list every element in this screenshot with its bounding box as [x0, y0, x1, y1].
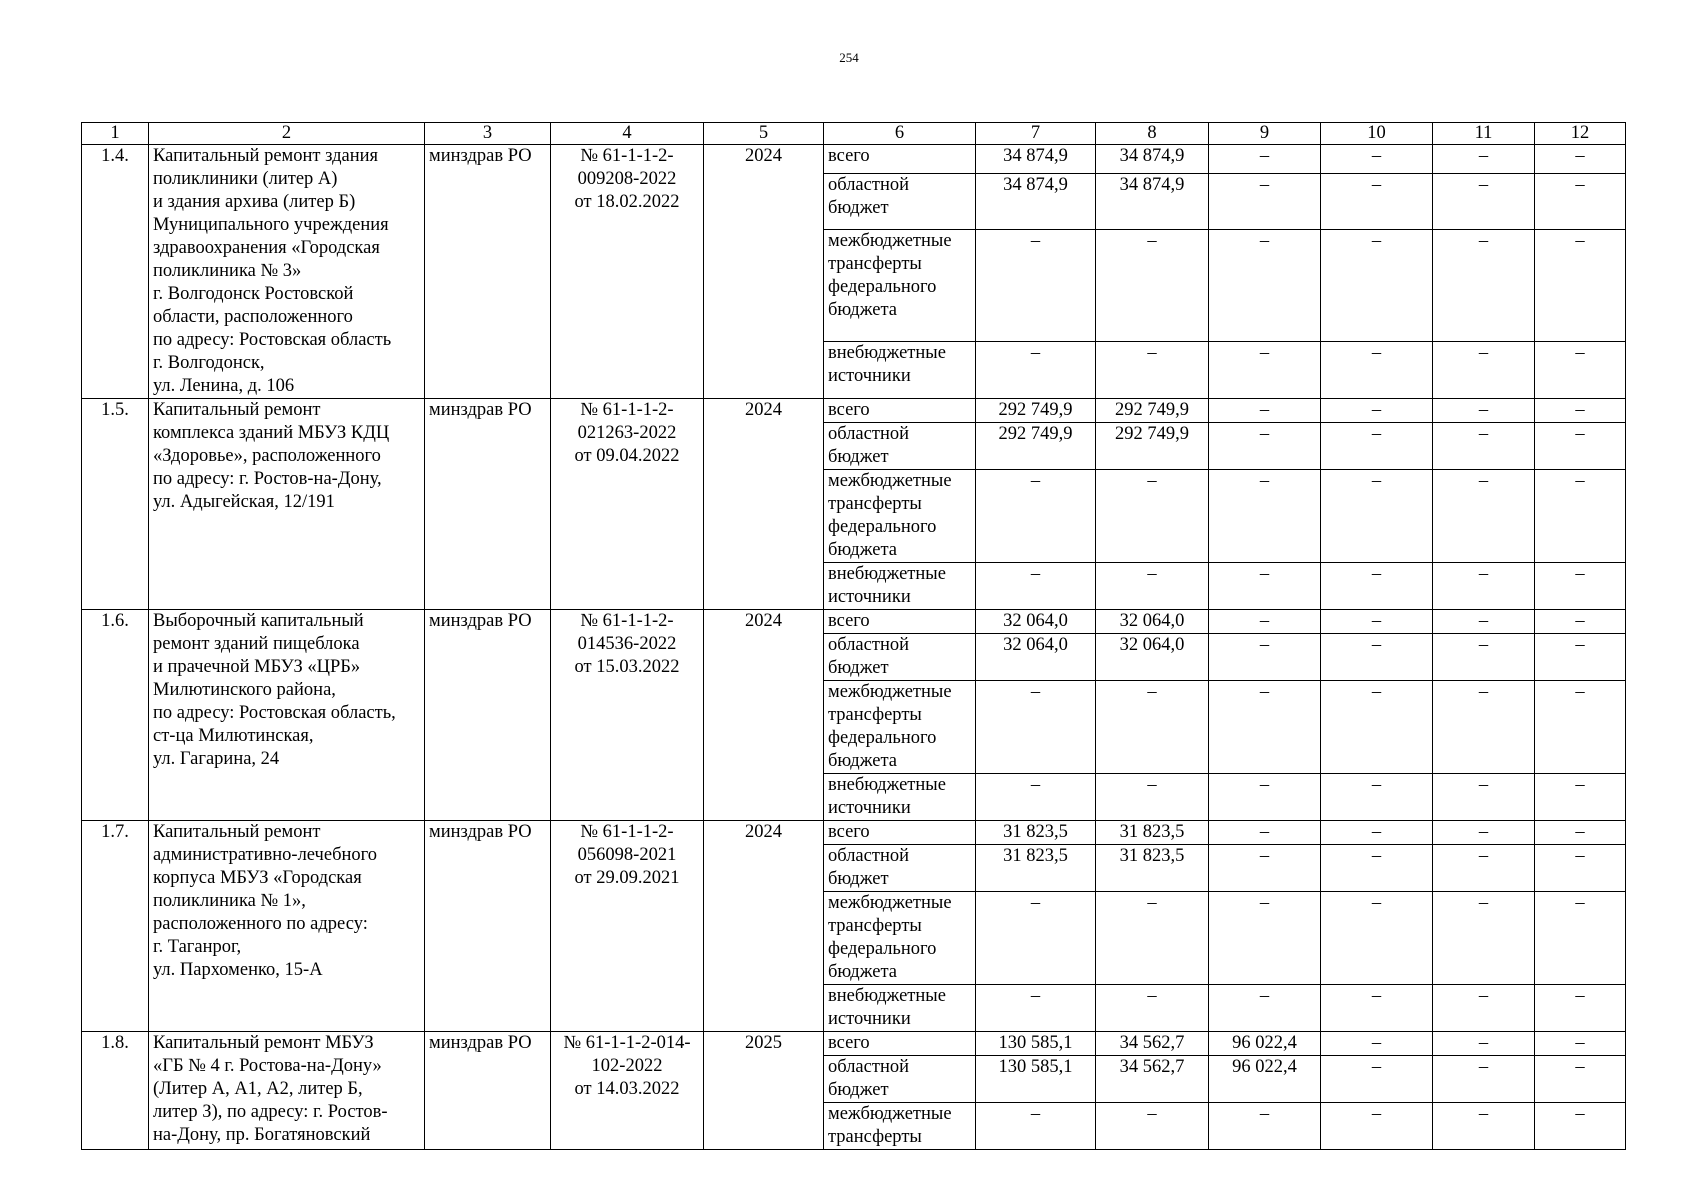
amount-cell: – [1096, 1103, 1209, 1150]
funding-source: областной бюджет [824, 634, 976, 681]
amount-cell: – [1535, 610, 1626, 634]
column-header-1: 1 [82, 123, 149, 145]
amount-cell: – [1321, 342, 1433, 399]
amount-cell: – [1535, 399, 1626, 423]
customer: минздрав РО [425, 821, 551, 1032]
column-header-6: 6 [824, 123, 976, 145]
table-header [82, 123, 1626, 145]
amount-cell: – [1433, 1056, 1535, 1103]
amount-cell: 32 064,0 [976, 610, 1096, 634]
item-number: 1.6. [82, 610, 149, 821]
amount-cell: – [1321, 173, 1433, 230]
amount-cell: 34 874,9 [976, 173, 1096, 230]
funding-source: всего [824, 145, 976, 174]
amount-cell: – [1433, 821, 1535, 845]
amount-cell: – [1433, 681, 1535, 774]
funding-source: внебюджетные источники [824, 563, 976, 610]
amount-cell: – [976, 985, 1096, 1032]
completion-year: 2024 [704, 145, 824, 399]
amount-cell: – [1321, 892, 1433, 985]
amount-cell: 34 562,7 [1096, 1032, 1209, 1056]
table-row [82, 145, 1626, 174]
object-name: Капитальный ремонт МБУЗ «ГБ № 4 г. Ростова-на-Дону» (Литер А, А1, А2, литер Б, литер З), по адресу: г. Ростов- на-Дону, пр. Богатяновский [149, 1032, 425, 1150]
amount-cell: – [1433, 563, 1535, 610]
amount-cell: 32 064,0 [1096, 610, 1209, 634]
amount-cell: – [1433, 173, 1535, 230]
amount-cell: – [1535, 342, 1626, 399]
funding-source: межбюджетные трансферты федерального бюджета [824, 681, 976, 774]
amount-cell: – [1096, 563, 1209, 610]
amount-cell: – [1535, 145, 1626, 174]
completion-year: 2024 [704, 821, 824, 1032]
amount-cell: – [1433, 1032, 1535, 1056]
amount-cell: 130 585,1 [976, 1032, 1096, 1056]
funding-source: всего [824, 1032, 976, 1056]
amount-cell: 31 823,5 [1096, 845, 1209, 892]
amount-cell: – [1535, 1103, 1626, 1150]
amount-cell: – [1209, 821, 1321, 845]
amount-cell: – [1209, 845, 1321, 892]
funding-source: внебюджетные источники [824, 985, 976, 1032]
customer: минздрав РО [425, 610, 551, 821]
amount-cell: – [1433, 230, 1535, 342]
amount-cell: – [1535, 1032, 1626, 1056]
amount-cell: – [1321, 845, 1433, 892]
item-number: 1.8. [82, 1032, 149, 1150]
amount-cell: – [1433, 342, 1535, 399]
amount-cell: – [1209, 173, 1321, 230]
object-name: Выборочный капитальный ремонт зданий пищеблока и прачечной МБУЗ «ЦРБ» Милютинского района, по адресу: Ростовская область, ст-ца Милютинская, ул. Гагарина, 24 [149, 610, 425, 821]
page-number: 254 [839, 50, 859, 65]
column-header-5: 5 [704, 123, 824, 145]
amount-cell: – [976, 563, 1096, 610]
amount-cell: – [1535, 634, 1626, 681]
amount-cell: – [1535, 1056, 1626, 1103]
funding-source: всего [824, 610, 976, 634]
amount-cell: – [1535, 173, 1626, 230]
amount-cell: 34 874,9 [976, 145, 1096, 174]
amount-cell: – [1321, 821, 1433, 845]
column-header-7: 7 [976, 123, 1096, 145]
amount-cell: – [1433, 470, 1535, 563]
amount-cell: – [1535, 470, 1626, 563]
amount-cell: 31 823,5 [976, 845, 1096, 892]
column-header-10: 10 [1321, 123, 1433, 145]
amount-cell: 31 823,5 [976, 821, 1096, 845]
completion-year: 2024 [704, 399, 824, 610]
amount-cell: – [1535, 845, 1626, 892]
column-header-11: 11 [1433, 123, 1535, 145]
amount-cell: – [1096, 985, 1209, 1032]
item-number: 1.7. [82, 821, 149, 1032]
amount-cell: – [1535, 423, 1626, 470]
amount-cell: – [1209, 1103, 1321, 1150]
amount-cell: – [1535, 774, 1626, 821]
column-header-8: 8 [1096, 123, 1209, 145]
amount-cell: – [976, 774, 1096, 821]
amount-cell: 292 749,9 [1096, 399, 1209, 423]
column-header-2: 2 [149, 123, 425, 145]
completion-year: 2025 [704, 1032, 824, 1150]
amount-cell: – [976, 230, 1096, 342]
amount-cell: 292 749,9 [976, 399, 1096, 423]
amount-cell: – [1433, 423, 1535, 470]
table-row [82, 1032, 1626, 1056]
amount-cell: – [976, 470, 1096, 563]
amount-cell: – [1321, 399, 1433, 423]
expertise-number: № 61-1-1-2- 014536-2022 от 15.03.2022 [551, 610, 704, 821]
amount-cell: – [976, 681, 1096, 774]
amount-cell: – [1433, 145, 1535, 174]
amount-cell: – [1321, 563, 1433, 610]
amount-cell: – [1209, 610, 1321, 634]
amount-cell: – [1321, 985, 1433, 1032]
amount-cell: – [1209, 681, 1321, 774]
amount-cell: – [1433, 634, 1535, 681]
customer: минздрав РО [425, 145, 551, 399]
amount-cell: – [1433, 399, 1535, 423]
amount-cell: – [1096, 342, 1209, 399]
amount-cell: – [1321, 610, 1433, 634]
funding-source: межбюджетные трансферты федерального бюджета [824, 892, 976, 985]
amount-cell: – [1535, 985, 1626, 1032]
amount-cell: – [1209, 563, 1321, 610]
column-header-3: 3 [425, 123, 551, 145]
customer: минздрав РО [425, 1032, 551, 1150]
amount-cell: – [1209, 774, 1321, 821]
amount-cell: – [1433, 892, 1535, 985]
amount-cell: – [1209, 423, 1321, 470]
amount-cell: – [1321, 1032, 1433, 1056]
amount-cell: – [1321, 1056, 1433, 1103]
funding-source: всего [824, 399, 976, 423]
amount-cell: 292 749,9 [976, 423, 1096, 470]
amount-cell: 34 562,7 [1096, 1056, 1209, 1103]
amount-cell: – [976, 1103, 1096, 1150]
funding-source: областной бюджет [824, 1056, 976, 1103]
amount-cell: 34 874,9 [1096, 173, 1209, 230]
expertise-number: № 61-1-1-2- 009208-2022 от 18.02.2022 [551, 145, 704, 399]
amount-cell: – [1433, 610, 1535, 634]
object-name: Капитальный ремонт административно-лечебного корпуса МБУЗ «Городская поликлиника № 1», расположенного по адресу: г. Таганрог, ул. Пархоменко, 15-А [149, 821, 425, 1032]
amount-cell: 32 064,0 [976, 634, 1096, 681]
funding-source: областной бюджет [824, 173, 976, 230]
budget-table [81, 122, 1626, 1150]
amount-cell: – [1209, 892, 1321, 985]
amount-cell: – [1535, 681, 1626, 774]
amount-cell: 292 749,9 [1096, 423, 1209, 470]
amount-cell: 96 022,4 [1209, 1032, 1321, 1056]
expertise-number: № 61-1-1-2-014- 102-2022 от 14.03.2022 [551, 1032, 704, 1150]
table-row [82, 399, 1626, 423]
object-name: Капитальный ремонт комплекса зданий МБУЗ КДЦ «Здоровье», расположенного по адресу: г. Ростов-на-Дону, ул. Адыгейская, 12/191 [149, 399, 425, 610]
object-name: Капитальный ремонт здания поликлиники (литер А) и здания архива (литер Б) Муниципального учреждения здравоохранения «Городская поликлиника № 3» г. Волгодонск Ростовской области, расположенного по адресу: Ростовская область г. Волгодонск, ул. Ленина, д. 106 [149, 145, 425, 399]
amount-cell: 34 874,9 [1096, 145, 1209, 174]
amount-cell: – [1321, 470, 1433, 563]
amount-cell: – [1321, 681, 1433, 774]
amount-cell: – [1321, 1103, 1433, 1150]
customer: минздрав РО [425, 399, 551, 610]
column-header-12: 12 [1535, 123, 1626, 145]
amount-cell: – [1321, 423, 1433, 470]
funding-source: областной бюджет [824, 423, 976, 470]
amount-cell: – [976, 342, 1096, 399]
amount-cell: – [1433, 1103, 1535, 1150]
table-body [82, 145, 1626, 1150]
amount-cell: – [1433, 845, 1535, 892]
amount-cell: 130 585,1 [976, 1056, 1096, 1103]
funding-source: внебюджетные источники [824, 774, 976, 821]
amount-cell: – [1096, 230, 1209, 342]
amount-cell: – [1096, 470, 1209, 563]
amount-cell: – [1535, 230, 1626, 342]
funding-source: областной бюджет [824, 845, 976, 892]
amount-cell: 31 823,5 [1096, 821, 1209, 845]
amount-cell: – [1209, 470, 1321, 563]
amount-cell: – [1209, 399, 1321, 423]
funding-source: внебюджетные источники [824, 342, 976, 399]
amount-cell: – [1321, 774, 1433, 821]
completion-year: 2024 [704, 610, 824, 821]
amount-cell: – [1209, 230, 1321, 342]
amount-cell: – [1096, 892, 1209, 985]
funding-source: межбюджетные трансферты федерального бюджета [824, 230, 976, 342]
amount-cell: – [1535, 892, 1626, 985]
amount-cell: – [1433, 774, 1535, 821]
amount-cell: – [1433, 985, 1535, 1032]
amount-cell: – [1321, 230, 1433, 342]
amount-cell: – [1321, 145, 1433, 174]
amount-cell: – [1209, 985, 1321, 1032]
column-header-9: 9 [1209, 123, 1321, 145]
amount-cell: – [1096, 681, 1209, 774]
expertise-number: № 61-1-1-2- 021263-2022 от 09.04.2022 [551, 399, 704, 610]
funding-source: всего [824, 821, 976, 845]
amount-cell: – [1209, 145, 1321, 174]
amount-cell: – [1209, 634, 1321, 681]
amount-cell: – [1209, 342, 1321, 399]
funding-source: межбюджетные трансферты [824, 1103, 976, 1150]
table-row [82, 821, 1626, 845]
table-row [82, 610, 1626, 634]
item-number: 1.4. [82, 145, 149, 399]
amount-cell: 32 064,0 [1096, 634, 1209, 681]
amount-cell: – [1096, 774, 1209, 821]
amount-cell: – [1535, 821, 1626, 845]
header-row [82, 123, 1626, 145]
item-number: 1.5. [82, 399, 149, 610]
amount-cell: 96 022,4 [1209, 1056, 1321, 1103]
amount-cell: – [976, 892, 1096, 985]
funding-source: межбюджетные трансферты федерального бюджета [824, 470, 976, 563]
amount-cell: – [1321, 634, 1433, 681]
expertise-number: № 61-1-1-2- 056098-2021 от 29.09.2021 [551, 821, 704, 1032]
column-header-4: 4 [551, 123, 704, 145]
amount-cell: – [1535, 563, 1626, 610]
